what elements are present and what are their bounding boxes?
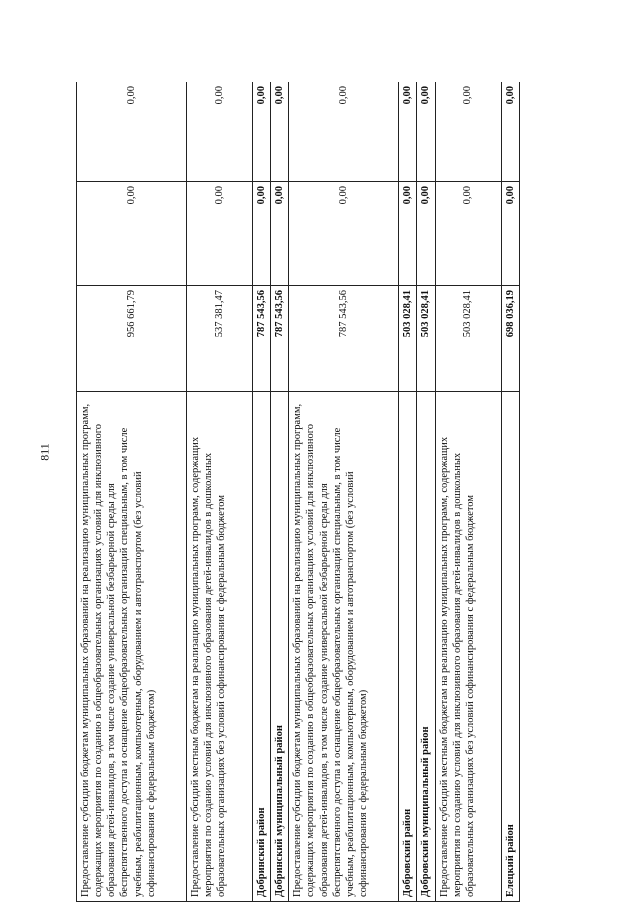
value-cell-3: 0,00 (399, 82, 417, 182)
value-cell-2: 0,00 (399, 182, 417, 286)
value-cell-1: 787 543,56 (289, 286, 399, 392)
value-cell-2: 0,00 (289, 182, 399, 286)
table-row (271, 82, 289, 902)
rotated-page-area (76, 82, 588, 902)
row-description: Предоставление субсидии бюджетам муниципальных образований на реализацию муниципальных программ, содержащих мероприятия по созданию в общеобразовательных организациях условий для инклюзивного образования детей-инвалидов, в том числе создание универсальной безбарьерной среды для беспрепятственного доступа и оснащение общеобразовательных организаций специальным, в том числе учебным, реабилитационным, компьютерным, оборудованием и автотранспортом (без условий софинансирования с федеральным бюджетом) (77, 392, 187, 902)
value-cell-1: 503 028,41 (435, 286, 501, 392)
table-row (399, 82, 417, 902)
table-row (417, 82, 435, 902)
value-cell-1: 503 028,41 (399, 286, 417, 392)
row-description: Елецкий район (501, 392, 519, 902)
budget-table-sheet (76, 82, 588, 902)
value-cell-3: 0,00 (253, 82, 271, 182)
table-row (187, 82, 253, 902)
value-cell-1: 537 381,47 (187, 286, 253, 392)
table-row (435, 82, 501, 902)
row-description: Добринский муниципальный район (271, 392, 289, 902)
value-cell-1: 698 036,19 (501, 286, 519, 392)
value-cell-3: 0,00 (271, 82, 289, 182)
row-description: Добровский муниципальный район (417, 392, 435, 902)
row-description: Добринский район (253, 392, 271, 902)
page-number: 811 (37, 443, 52, 461)
value-cell-3: 0,00 (417, 82, 435, 182)
table-row (289, 82, 399, 902)
value-cell-2: 0,00 (417, 182, 435, 286)
value-cell-2: 0,00 (77, 182, 187, 286)
value-cell-2: 0,00 (435, 182, 501, 286)
value-cell-3: 0,00 (435, 82, 501, 182)
value-cell-2: 0,00 (187, 182, 253, 286)
value-cell-3: 0,00 (289, 82, 399, 182)
value-cell-1: 787 543,56 (253, 286, 271, 392)
value-cell-2: 0,00 (271, 182, 289, 286)
value-cell-3: 0,00 (187, 82, 253, 182)
row-description: Предоставление субсидий местным бюджетам на реализацию муниципальных программ, содержащих мероприятия по созданию условий для инклюзивного образования детей-инвалидов в дошкольных образовательных организациях без условий софинансирования с федеральным бюджетом (187, 392, 253, 902)
row-description: Добровский район (399, 392, 417, 902)
table-row (253, 82, 271, 902)
value-cell-3: 0,00 (77, 82, 187, 182)
row-description: Предоставление субсидии бюджетам муниципальных образований на реализацию муниципальных программ, содержащих мероприятия по созданию в общеобразовательных организациях условий для инклюзивного образования детей-инвалидов, в том числе создание универсальной безбарьерной среды для беспрепятственного доступа и оснащение общеобразовательных организаций специальным, в том числе учебным, реабилитационным, компьютерным, оборудованием и автотранспортом (без условий софинансирования с федеральным бюджетом) (289, 392, 399, 902)
value-cell-1: 956 661,79 (77, 286, 187, 392)
value-cell-1: 503 028,41 (417, 286, 435, 392)
row-description: Предоставление субсидий местным бюджетам на реализацию муниципальных программ, содержащих мероприятия по созданию условий для инклюзивного образования детей-инвалидов в дошкольных образовательных организациях без условий софинансирования с федеральным бюджетом (435, 392, 501, 902)
value-cell-1: 787 543,56 (271, 286, 289, 392)
value-cell-3: 0,00 (501, 82, 519, 182)
value-cell-2: 0,00 (501, 182, 519, 286)
table-row (501, 82, 519, 902)
table-row (77, 82, 187, 902)
budget-table (76, 82, 520, 902)
value-cell-2: 0,00 (253, 182, 271, 286)
